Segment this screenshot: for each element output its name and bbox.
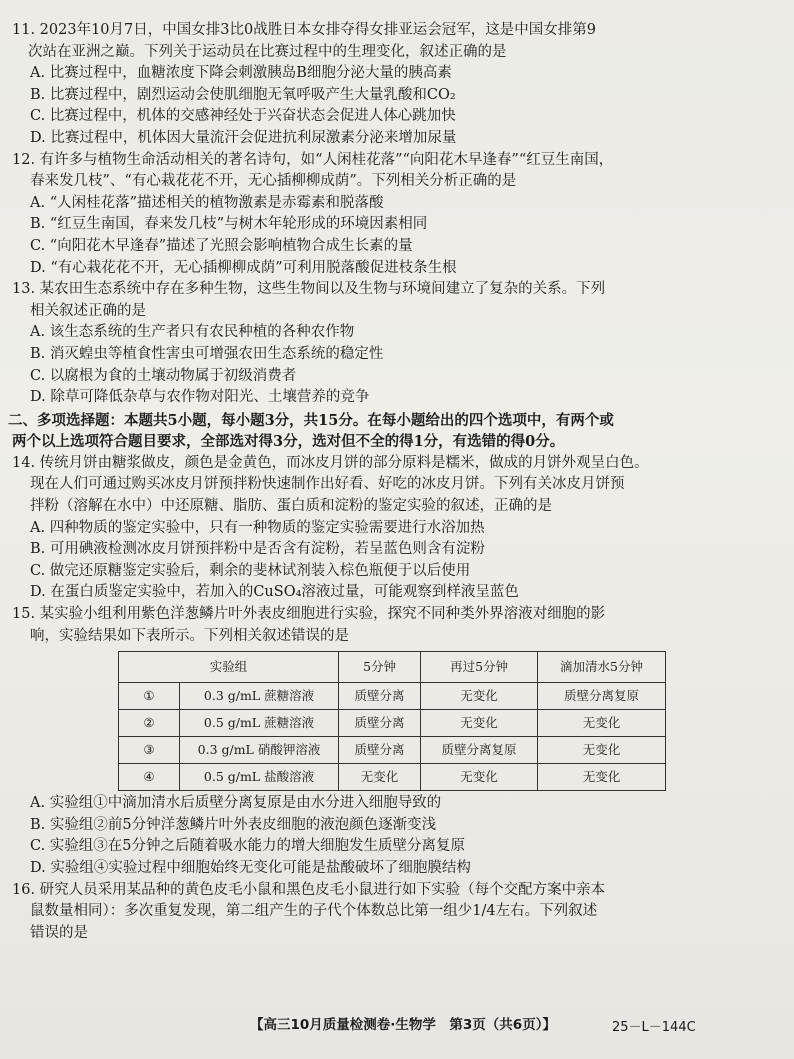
page-content — [8, 20, 778, 944]
section-heading-line1: 二、多项选择题：本题共5小题，每小题3分，共15分。在每小题给出的四个选项中，有两个或 — [8, 411, 614, 429]
table-cell: 无变化 — [421, 683, 538, 710]
table-row — [119, 764, 666, 791]
table-cell: 无变化 — [538, 764, 666, 791]
table-cell: ② — [119, 710, 180, 737]
table-cell: 无变化 — [538, 737, 666, 764]
table-row — [119, 710, 666, 737]
q13-option-b: B. 消灭蝗虫等植食性害虫可增强农田生态系统的稳定性 — [30, 345, 384, 362]
question-16 — [12, 880, 778, 945]
q15-option-b: B. 实验组②前5分钟洋葱鳞片叶外表皮细胞的液泡颜色逐渐变浅 — [30, 816, 437, 833]
q16-stem-line3: 错误的是 — [30, 924, 88, 941]
q15-stem-line2: 响，实验结果如下表所示。下列相关叙述错误的是 — [30, 627, 349, 644]
table-row — [119, 683, 666, 710]
table-cell: 0.3 g/mL 硝酸钾溶液 — [180, 737, 339, 764]
q11-stem-line1: 11. 2023年10月7日，中国女排3比0战胜日本女排夺得女排亚运会冠军，这是中国女排第9 — [12, 22, 596, 38]
question-14 — [12, 453, 778, 604]
question-11 — [12, 20, 778, 150]
q11-option-d: D. 比赛过程中，机体因大量流汗会促进抗利尿激素分泌来增加尿量 — [30, 129, 457, 146]
q12-stem-line2: 春来发几枝”、“有心栽花花不开，无心插柳柳成荫”。下列相关分析正确的是 — [30, 173, 517, 190]
q14-option-d: D. 在蛋白质鉴定实验中，若加入的CuSO₄溶液过量，可能观察到样液呈蓝色 — [30, 584, 519, 601]
table-cell: 质壁分离 — [339, 683, 421, 710]
table-cell: 质壁分离 — [339, 710, 421, 737]
q14-option-a: A. 四种物质的鉴定实验中，只有一种物质的鉴定实验需要进行水浴加热 — [30, 519, 485, 536]
q11-stem-line2: 次站在亚洲之巅。下列关于运动员在比赛过程中的生理变化，叙述正确的是 — [28, 43, 507, 60]
q12-option-c: C. “向阳花木早逢春”描述了光照会影响植物合成生长素的量 — [30, 237, 413, 254]
q14-stem-line2: 现在人们可通过购买冰皮月饼预拌粉快速制作出好看、好吃的冰皮月饼。下列有关冰皮月饼预 — [30, 476, 625, 493]
paper-code: 25－L－144C — [612, 1020, 696, 1035]
q14-option-b: B. 可用碘液检测冰皮月饼预拌粉中是否含有淀粉，若呈蓝色则含有淀粉 — [30, 541, 485, 558]
page-footer-title: 【高三10月质量检测卷·生物学 第3页（共6页）】 — [250, 1017, 556, 1033]
question-12 — [12, 150, 778, 280]
q15-option-d: D. 实验组④实验过程中细胞始终无变化可能是盐酸破坏了细胞膜结构 — [30, 860, 471, 876]
table-header-row — [119, 652, 666, 683]
table-cell: 0.5 g/mL 蔗糖溶液 — [180, 710, 339, 737]
q13-option-a: A. 该生态系统的生产者只有农民种植的各种农作物 — [30, 324, 355, 341]
q11-option-a: A. 比赛过程中，血糖浓度下降会刺激胰岛B细胞分泌大量的胰高素 — [30, 65, 452, 82]
table-cell: 0.3 g/mL 蔗糖溶液 — [180, 683, 339, 710]
table-cell: 无变化 — [339, 764, 421, 791]
table-cell: 0.5 g/mL 盐酸溶液 — [180, 764, 339, 791]
table-cell: 质壁分离复原 — [538, 683, 666, 710]
table-cell: ① — [119, 683, 180, 710]
question-15 — [12, 604, 778, 880]
q15-option-a: A. 实验组①中滴加清水后质壁分离复原是由水分进入细胞导致的 — [30, 795, 442, 812]
q11-option-c: C. 比赛过程中，机体的交感神经处于兴奋状态会促进人体心跳加快 — [30, 108, 456, 125]
table-row — [119, 737, 666, 764]
table-header-cell: 滴加清水5分钟 — [538, 652, 666, 683]
q14-stem-line1: 14. 传统月饼由糖浆做皮，颜色是金黄色，而冰皮月饼的部分原料是糯米，做成的月饼外观呈白色。 — [12, 454, 649, 471]
question-13 — [12, 279, 778, 409]
q12-option-a: A. “人闲桂花落”描述相关的植物激素是赤霉素和脱落酸 — [30, 194, 384, 211]
q15-stem-line1: 15. 某实验小组利用紫色洋葱鳞片叶外表皮细胞进行实验，探究不同种类外界溶液对细胞的影 — [12, 606, 606, 623]
q13-option-d: D. 除草可降低杂草与农作物对阳光、土壤营养的竞争 — [30, 389, 370, 406]
table-cell: 无变化 — [421, 764, 538, 791]
table-header-cell: 再过5分钟 — [421, 652, 538, 683]
q12-option-b: B. “红豆生南国，春来发几枝”与树木年轮形成的环境因素相同 — [30, 216, 428, 233]
q12-option-d: D. “有心栽花花不开，无心插柳柳成荫”可利用脱落酸促进枝条生根 — [30, 259, 457, 276]
table-header-cell: 实验组 — [119, 652, 339, 683]
table-cell: 质壁分离复原 — [421, 737, 538, 764]
section-heading-line2: 两个以上选项符合题目要求，全部选对得3分，选对但不全的得1分，有选错的得0分。 — [12, 433, 565, 451]
q14-stem-line3: 拌粉（溶解在水中）中还原糖、脂肪、蛋白质和淀粉的鉴定实验的叙述，正确的是 — [30, 498, 552, 515]
table-header-cell: 5分钟 — [339, 652, 421, 683]
table-cell: ③ — [119, 737, 180, 764]
table-cell: 质壁分离 — [339, 737, 421, 764]
experiment-results-table — [118, 651, 666, 791]
q16-stem-line2: 鼠数量相同）：多次重复发现，第二组产生的子代个体数总比第一组少1/4左右。下列叙述 — [30, 903, 598, 920]
q13-option-c: C. 以腐根为食的土壤动物属于初级消费者 — [30, 367, 297, 384]
table-cell: 无变化 — [538, 710, 666, 737]
q11-option-b: B. 比赛过程中，剧烈运动会使肌细胞无氧呼吸产生大量乳酸和CO₂ — [30, 86, 456, 103]
q12-stem-line1: 12. 有许多与植物生命活动相关的著名诗句，如“人闲桂花落”“向阳花木早逢春”“红豆生南国， — [12, 151, 614, 168]
table-cell: ④ — [119, 764, 180, 791]
q15-option-c: C. 实验组③在5分钟之后随着吸水能力的增大细胞发生质壁分离复原 — [30, 838, 466, 855]
q13-stem-line2: 相关叙述正确的是 — [30, 302, 146, 319]
table-cell: 无变化 — [421, 710, 538, 737]
q13-stem-line1: 13. 某农田生态系统中存在多种生物，这些生物间以及生物与环境间建立了复杂的关系。下列 — [12, 281, 606, 298]
q14-option-c: C. 做完还原糖鉴定实验后，剩余的斐林试剂装入棕色瓶便于以后使用 — [30, 562, 471, 579]
section-heading-multiple-choice — [8, 410, 778, 453]
q16-stem-line1: 16. 研究人员采用某品种的黄色皮毛小鼠和黑色皮毛小鼠进行如下实验（每个交配方案中亲本 — [12, 881, 606, 898]
